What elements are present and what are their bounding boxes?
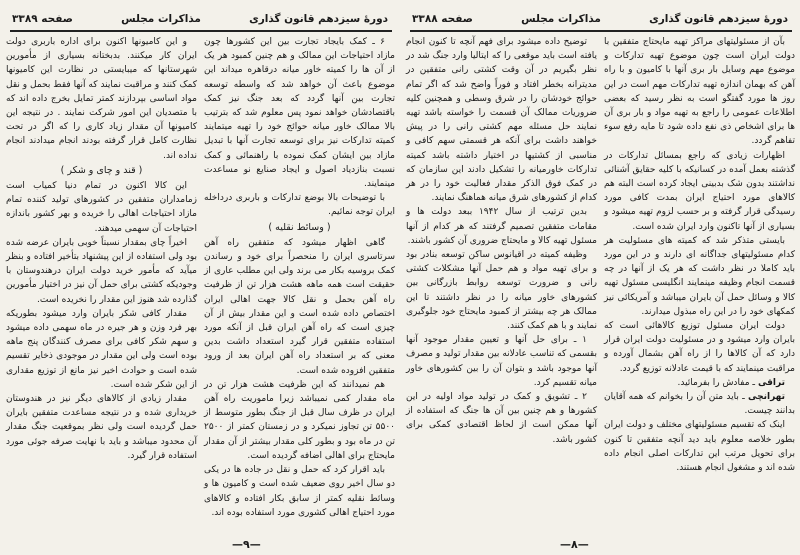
column-right (204, 35, 395, 520)
column-right (604, 35, 795, 475)
body-paragraph: بایستی متذکر شد که کمیته های مسئولیت هر کدام مسئولیتهای جداگانه ای دارند و در این مورد باید کاملا در نظر داشت که هر یک از آنها در چه قسمت انجام وظیفه مینمایند انگلیسی مسئول تهیه کالا و وسائل حمل آن بایران میباشد و آمریکائی نیز کمکهای خود را در این راه مبذول میدارند. (604, 235, 795, 317)
section-heading: ( قند و چای و شکر ) (60, 164, 143, 176)
body-paragraph: اظهارات زیادی که راجع بمسائل تدارکات در گذشته بعمل آمده در کسانیکه با کلیه حقایق آشنائی نداشتند بدون شک بدبینی ایجاد کرده است البته هم کالاهای مورد احتیاج ایران بمدت کافی مورد رسیدگی قرار گرفته و بر حسب لزوم تهیه میشود و بسیاری از آنها تاکنون وارد ایران شده است. (604, 150, 795, 232)
body-paragraph: مقدار کافی شکر بایران وارد میشود بطوریکه بهر فرد وزن و هر جیره در ماه سهمی داده میشود و سهم شکر کافی برای مصرف کنندگان پنج ماهه بوده است ولی این مقدار در موجودی ذخایر تقسیم شده است و حوادث اخیر نیز مانع از توزیع مقداری از این شکر شده است. (6, 308, 197, 390)
body-paragraph: با توضیحات بالا بوضع تدارکات و باربری درداخله ایران توجه نمائیم. (204, 193, 395, 218)
body-paragraph: این کالا اکنون در تمام دنیا کمیاب است زمامداران متفقین در کشورهای تولید کننده تمام مازاد احتیاجات اهالی را خریده و بهر کشور باندازه احتیاجات آن سهمی میدهند. (6, 181, 197, 234)
section-heading: ( وسائط نقلیه ) (268, 221, 331, 233)
speech-paragraph (604, 390, 795, 418)
page-number: صفحه ۳۳۸۸ (412, 13, 473, 25)
speech-text: ـ مفادش را بفرمائید. (677, 377, 756, 388)
column-left (6, 35, 197, 463)
body-paragraph: بآن از مسئولیتهای مراکز تهیه مایحتاج متفقین با دولت ایران است چون موضوع تهیه تدارکات و موضوع مهم وسایل بار بری آنها با کامیون و با راه آهن که بهمان اندازه تهیه تدارکات مهم است در این روز ها مورد گفتگو است به نظر رسید که بعضی اطلاعات عمومی را راجع به تهیه مواد و بار بری آن ها برای اشخاص ذی نفع داده شود تا مایه رفع سوء تفاهم گردد. (604, 37, 795, 147)
body-paragraph: اینک که تقسیم مسئولیتهای مختلف و دولت ایران بطور خلاصه معلوم باید دید آنچه متفقین تا کنون برای تحویل مرتب این تدارکات اصلی انجام داده شده اند و مشغول انجام هستند. (604, 420, 795, 474)
body-paragraph: گاهی اظهار میشود که متفقین راه آهن سرتاسری ایران را منحصراً برای خود و رساندن کمک بروسیه بکار می برند ولی این مطلب عاری از حقیقت است همه ماهه هشت هزار تن از ظرفیت راه آهن بحمل و نقل کالا جهت اهالی ایران اختصاص داده شده است و این مقدار بیش از آن چیزی است که راه آهن ایران قبل از آنکه مورد استفاده متفقین قرار گیرد استعداد داشت بدین معنی که بر استعداد راه آهن ایران بعد از ورود متفقین افزوده شده است. (204, 237, 395, 376)
body-paragraph: دولت ایران مسئول توزیع کالاهائی است که بایران وارد میشود و در مسئولیت دولت ایران قرار دارد که آن کالاها را از راه آهن بشمال آورده و مراقبت مینمایند که با قیمت عادلانه توزیع گردد. (604, 321, 795, 374)
page-footer-number: —۸— (560, 538, 589, 551)
body-paragraph: اخیراً چای بمقدار نسبتاً خوبی بایران عرضه شده بود ولی استفاده از این پیشنهاد بتأخیر افتاده و بنظر میآید که مأمور خرید دولت ایران درهندوستان با وجودیکه کشتی برای حمل آن نیز در اختیار مأمورین گذارده شد هنوز این مقدار را نخریده است. (6, 237, 197, 305)
column-left (406, 35, 597, 447)
page-number: صفحه ۳۳۸۹ (12, 13, 73, 25)
running-title: مذاکرات مجلس (121, 13, 201, 25)
page-3388 (400, 0, 800, 555)
body-paragraph: و این کامیونها اکنون برای اداره باربری دولت ایران کار میکنند. بدبختانه بسیاری از مأمورین شهرستانها که میبایستی در نظارت این کامیونها کمک کنند و مراقبت نمایند که آنها فقط بحمل و نقل مواد اساسی بپردازند کمتر تمایل بخرج داده اند که با متصدیان این امور شرکت نمایند . در نتیجه این کامیونها آن مقدار زیاد کاری را که اگر در تحت نظارت کامل قرار گرفته بودند انجام میدادند انجام نداده اند. (6, 37, 197, 161)
session-title: دورهٔ سیزدهم قانون گذاری (649, 13, 788, 25)
page-footer-number: —۹— (232, 538, 261, 551)
body-paragraph: ۲ ـ تشویق و کمک در تولید مواد اولیه در این کشورها و هم چنین بین آن ها جنگ که استفاده از آنها ممکن است از لحاظ اقتصادی کمکی برای کشور باشد. (406, 392, 597, 445)
body-paragraph: مقدار زیادی از کالاهای دیگر نیز در هندوستان خریداری شده و در نتیجه مساعدت متفقین بایران حمل گردیده است ولی نظر بموقعیت جنگ مقدار آن محدود میباشد و باید با نهایت صرفه جوئی مورد استفاده قرار گیرد. (6, 394, 197, 461)
page-header (412, 10, 788, 28)
body-paragraph: بدین ترتیب از سال ۱۹۴۲ ببعد دولت ها و مقامات متفقین تصمیم گرفتند که هر کدام از آنها مسئول تهیه کالا و مایحتاج ضروری آن کشور باشند. (406, 207, 597, 246)
body-paragraph: ۶ ـ کمک بایجاد تجارت بین این کشورها چون مازاد احتیاجات این ممالک و هم چنین کمبود هر یک از آن ها را کمیته خاور میانه درقاهره میداند این موضوع باعث آن خواهد شد که واسطه توسعه تجارت بین آنها گردد که بعد جنگ نیز کمک باقتصادشان خواهد نمود پس معلوم شد که بترتیب بالا ممالک خاور میانه حوائج خود را تهیه میتمایند کمیته تدارکات نیز برای توسعه تجارت آنها با تبدیل مازاد بین ایشان کمک نموده با راهنمائی و کمک نسبت بنازدیاد اصول و ایجاد صنایع نو مساعدت مینمایند. (204, 37, 395, 190)
body-paragraph: هم نمیدانند که این ظرفیت هشت هزار تن در ماه مقدار کمی نمیباشد زیرا ماموریت راه آهن ایران در ظرف سال قبل از جنگ بطور متوسط از ۵۵۰۰ تن تجاوز نمیکرد و در زمستان کمتر از ۲۵۰۰ تن در ماه بود و بطور کلی مقدار بیشتر از آن مقدار مایحتاج برای اهالی اضافه گردیده است. (204, 379, 395, 461)
body-paragraph: باید اقرار کرد که حمل و نقل در جاده ها در یکی دو سال اخیر روی ضعیف شده است و کامیون ها و وسائط نقلیه کمتر از سابق بکار افتاده و کالاهای مورد احتیاج اهالی کشوری مورد استفاده بوده اند. (204, 465, 395, 518)
body-paragraph: توضیح داده میشود برای فهم آنچه تا کنون انجام یافته است باید موقعی را که ایتالیا وارد جنگ شد در نظر بگیریم در آن وقت کشتی رانی متفقین در مدیترانه بخطر افتاد و فوراً واضح شد که اگر تمام حوائج خودشان را در شرق وسطی و همچنین کلیه ضروریات ممالک آن قسمت را خواسته باشد تهیه نمایند حل مسئله مهم کشتی رانی را در پیش خواهند داشت برای آنکه هر قسمتی سهم کافی و مناسبی از کشتیها در اختیار داشته باشد کمیته تدارکات خاورمیانه را تشکیل دادند این سازمان که در کمک فوق الذکر مقدار فعالیت خود را در هر کدام از کشورهای شرق میانه هماهنگ نمایند. (406, 37, 597, 204)
body-paragraph: وظیفه کمیته در اقیانوس ساکن توسعه بنادر بود و برای تهیه مواد و هم حمل آنها مشکلات کشتی رانی و ضرورت توسعه روابط بازرگانی بین کشورهای خاور میانه را در نظر داشتند تا این ممالک هر چه بیشتر از کمبود مایحتاج خود جلوگیری نمایند و با هم کمک کنند. (406, 250, 597, 332)
header-rule (10, 30, 392, 32)
body-paragraph: ۱ ـ برای حل آنها و تعیین مقدار موجود آنها بقسمی که تناسب عادلانه بین مقدار تولید و مصرف آنها موجود باشد و بتوان آن را بین کشورهای خاور میانه تقسیم کرد. (406, 335, 597, 388)
speech-text: ـ باید متن آن را بخوانم که همه آقایان بدانند چیست. (604, 392, 795, 417)
speaker-name: تراقی (757, 377, 785, 388)
header-rule (410, 30, 792, 32)
speech-paragraph (604, 376, 795, 390)
running-title: مذاکرات مجلس (521, 13, 601, 25)
session-title: دورهٔ سیزدهم قانون گذاری (249, 13, 388, 25)
page-header (12, 10, 388, 28)
speaker-name: تهرانچی (748, 392, 785, 403)
